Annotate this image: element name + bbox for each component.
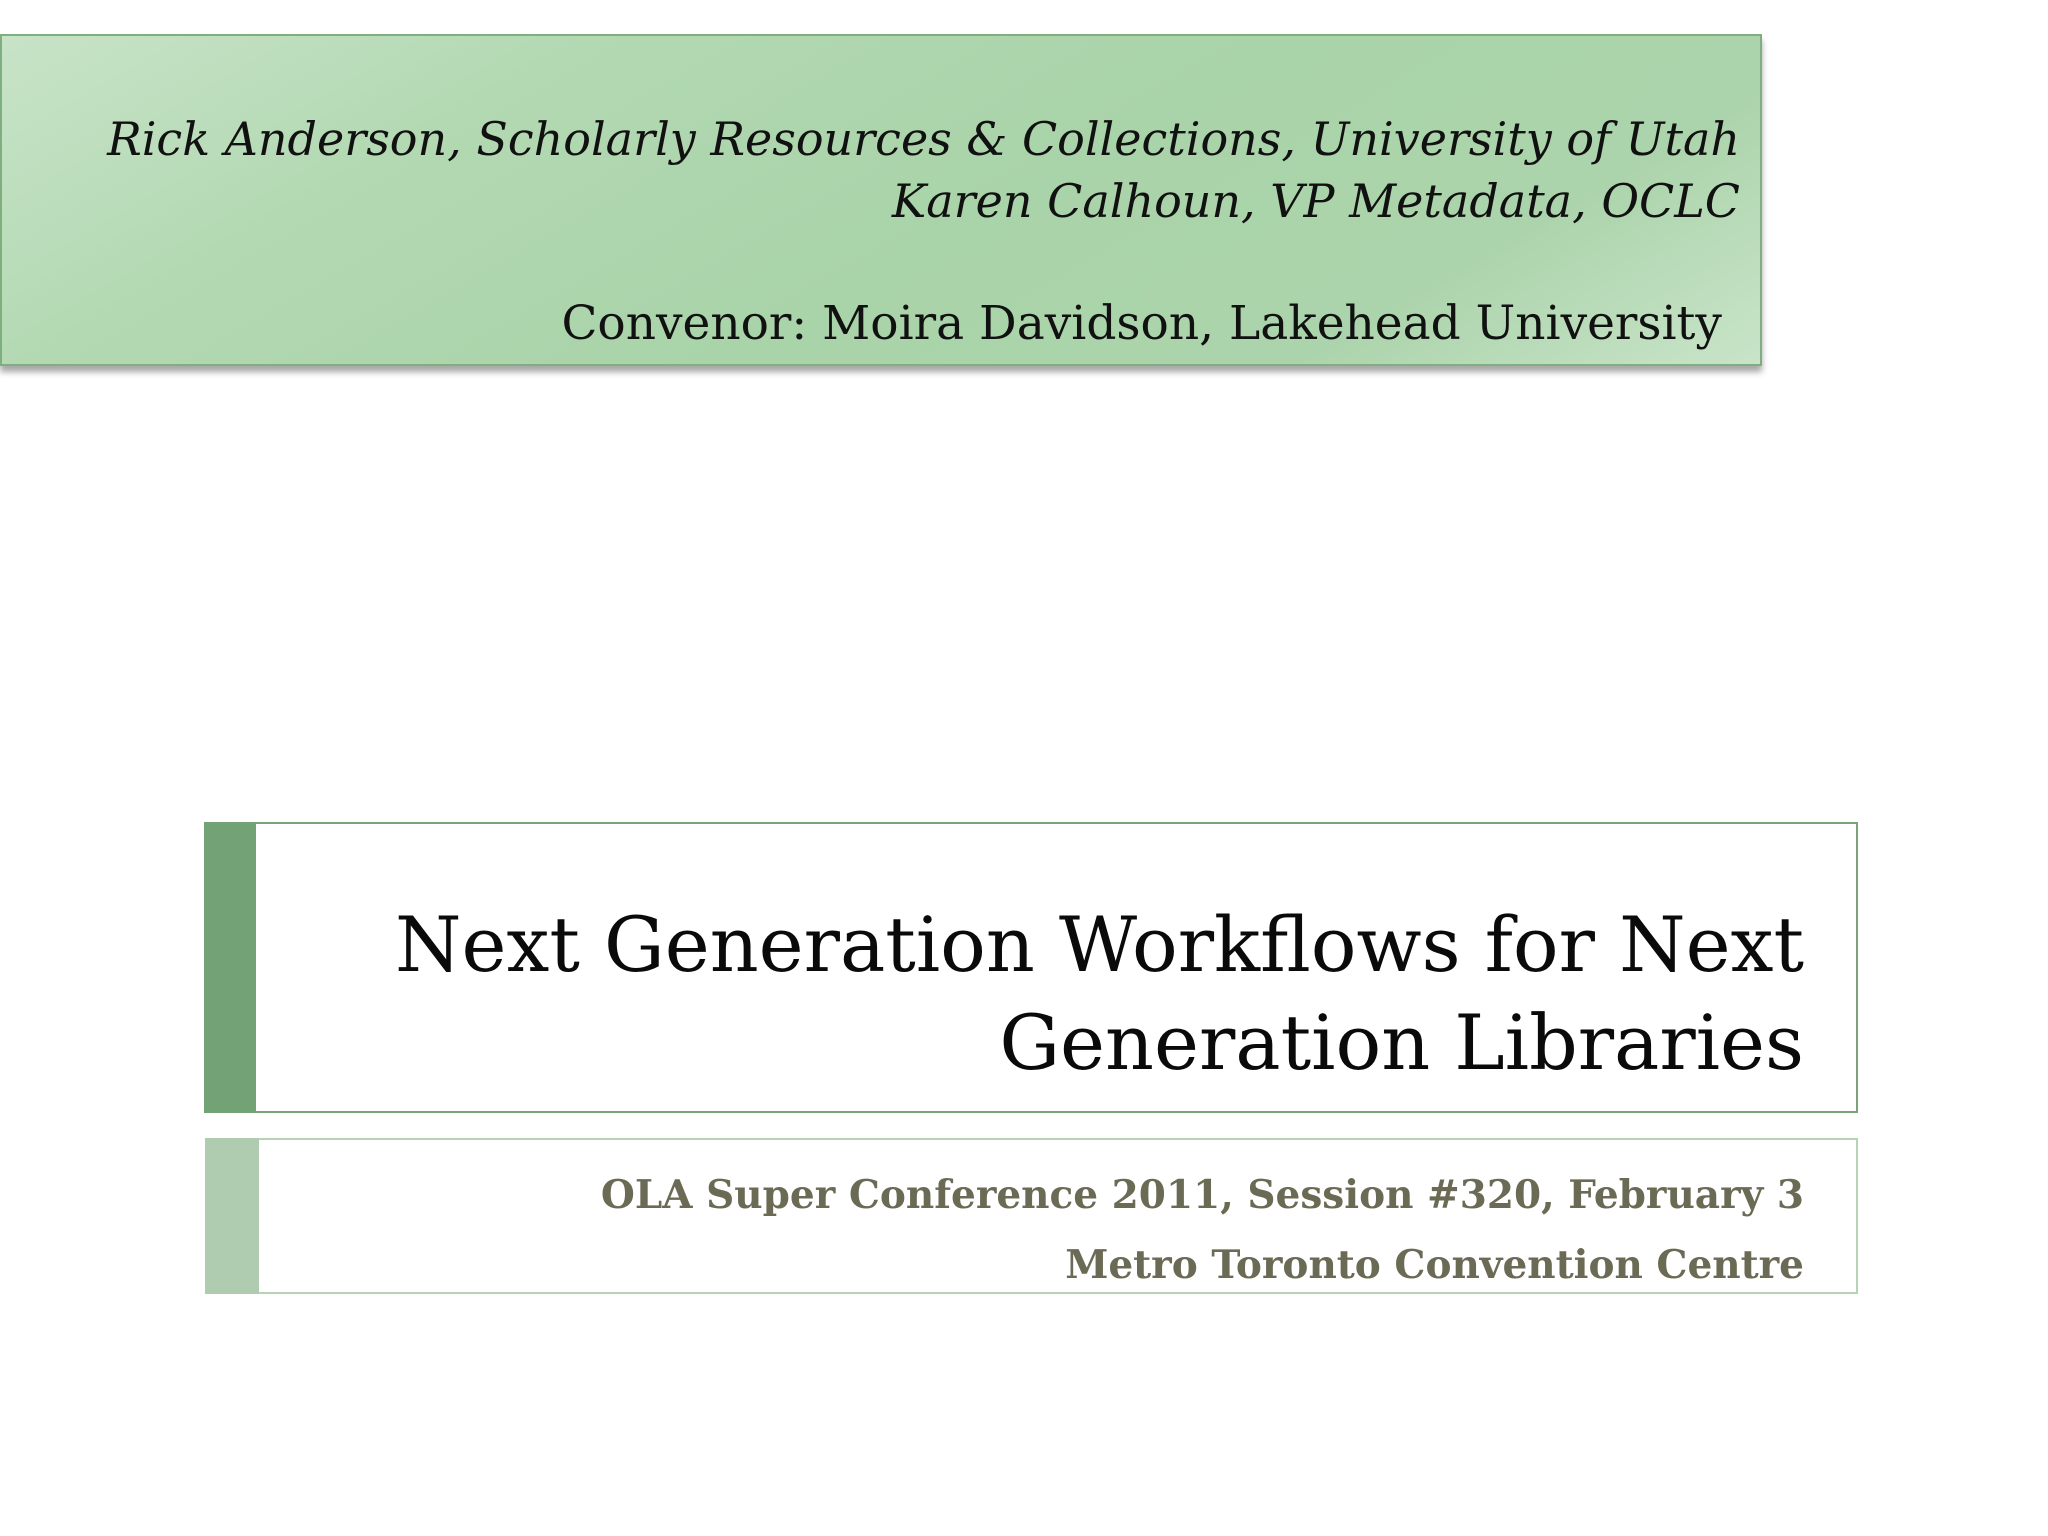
- presenter-rick-anderson: Rick Anderson, Scholarly Resources & Collections, University of Utah: [107, 112, 1740, 166]
- subtitle-accent-bar: [205, 1138, 259, 1294]
- presenters-banner: [0, 34, 1762, 366]
- subtitle-conference: OLA Super Conference 2011, Session #320, February 3: [600, 1172, 1804, 1218]
- presenter-karen-calhoun: Karen Calhoun, VP Metadata, OCLC: [891, 174, 1740, 228]
- subtitle-venue: Metro Toronto Convention Centre: [1065, 1242, 1804, 1288]
- title-accent-bar: [204, 822, 256, 1113]
- convenor: Convenor: Moira Davidson, Lakehead University: [561, 296, 1722, 351]
- title-line-1: Next Generation Workflows for Next: [394, 900, 1804, 989]
- title-line-2: Generation Libraries: [999, 998, 1804, 1087]
- subtitle-box: [205, 1138, 1858, 1294]
- slide-title: [304, 896, 1804, 1092]
- title-box: [204, 822, 1858, 1113]
